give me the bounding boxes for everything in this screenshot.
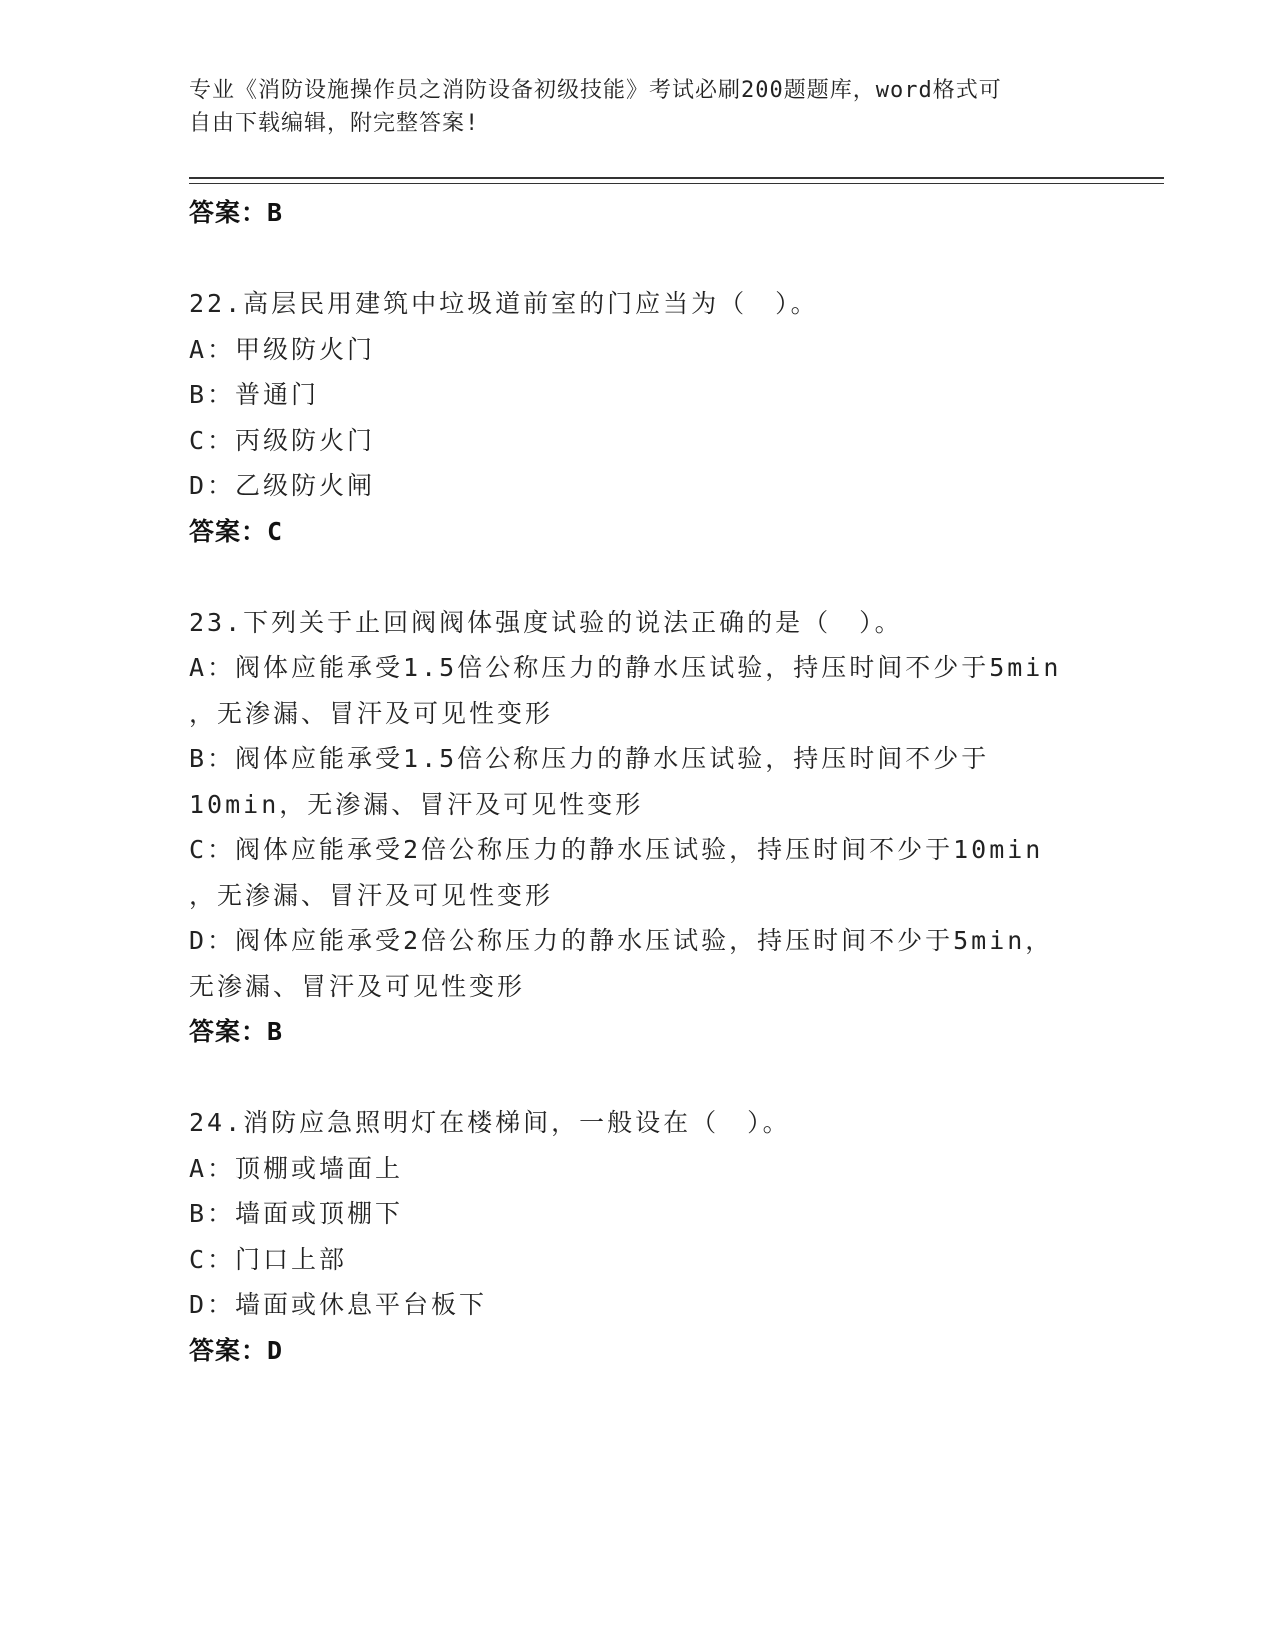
option-a: A：甲级防火门 bbox=[189, 334, 376, 364]
option-d-continued: 无渗漏、冒汗及可见性变形 bbox=[189, 971, 526, 1001]
option-b: B：阀体应能承受1.5倍公称压力的静水压试验，持压时间不少于 bbox=[189, 744, 990, 773]
spacer bbox=[189, 554, 1109, 600]
option-d: D：阀体应能承受2倍公称压力的静水压试验，持压时间不少于5min， bbox=[189, 926, 1054, 955]
option-d: D：乙级防火闸 bbox=[189, 471, 376, 500]
question-block bbox=[189, 1100, 1109, 1373]
question-stem: 24.消防应急照明灯在楼梯间，一般设在（ ）。 bbox=[189, 1108, 791, 1137]
previous-answer: 答案：B bbox=[189, 198, 284, 227]
option-c: C：阀体应能承受2倍公称压力的静水压试验，持压时间不少于10min bbox=[189, 835, 1044, 864]
option-b: B：墙面或顶棚下 bbox=[189, 1199, 404, 1228]
spacer bbox=[189, 236, 1109, 282]
option-d: D：墙面或休息平台板下 bbox=[189, 1290, 488, 1319]
question-block bbox=[189, 600, 1109, 1055]
question-block bbox=[189, 281, 1109, 554]
option-a: A：阀体应能承受1.5倍公称压力的静水压试验，持压时间不少于5min bbox=[189, 653, 1062, 682]
header-divider-thick bbox=[189, 177, 1164, 179]
question-answer: 答案：C bbox=[189, 516, 284, 546]
spacer bbox=[189, 1055, 1109, 1101]
question-stem: 22.高层民用建筑中垃圾道前室的门应当为（ ）。 bbox=[189, 289, 819, 318]
option-a-continued: ，无渗漏、冒汗及可见性变形 bbox=[189, 698, 554, 728]
header-line-2: 自由下载编辑，附完整答案! bbox=[189, 111, 480, 136]
header-divider-thin bbox=[189, 183, 1164, 184]
option-c: C：门口上部 bbox=[189, 1244, 348, 1274]
document-header bbox=[189, 74, 1089, 140]
question-stem: 23.下列关于止回阀阀体强度试验的说法正确的是（ ）。 bbox=[189, 607, 903, 637]
question-answer: 答案：B bbox=[189, 1017, 284, 1046]
option-b-continued: 10min，无渗漏、冒汗及可见性变形 bbox=[189, 789, 644, 819]
option-c-continued: ，无渗漏、冒汗及可见性变形 bbox=[189, 880, 554, 910]
header-line-1: 专业《消防设施操作员之消防设备初级技能》考试必刷200题题库，word格式可 bbox=[189, 78, 1002, 103]
question-list bbox=[189, 190, 1109, 1373]
option-b: B：普通门 bbox=[189, 380, 320, 409]
option-a: A：顶棚或墙面上 bbox=[189, 1153, 404, 1183]
option-c: C：丙级防火门 bbox=[189, 425, 376, 455]
question-answer: 答案：D bbox=[189, 1335, 284, 1365]
